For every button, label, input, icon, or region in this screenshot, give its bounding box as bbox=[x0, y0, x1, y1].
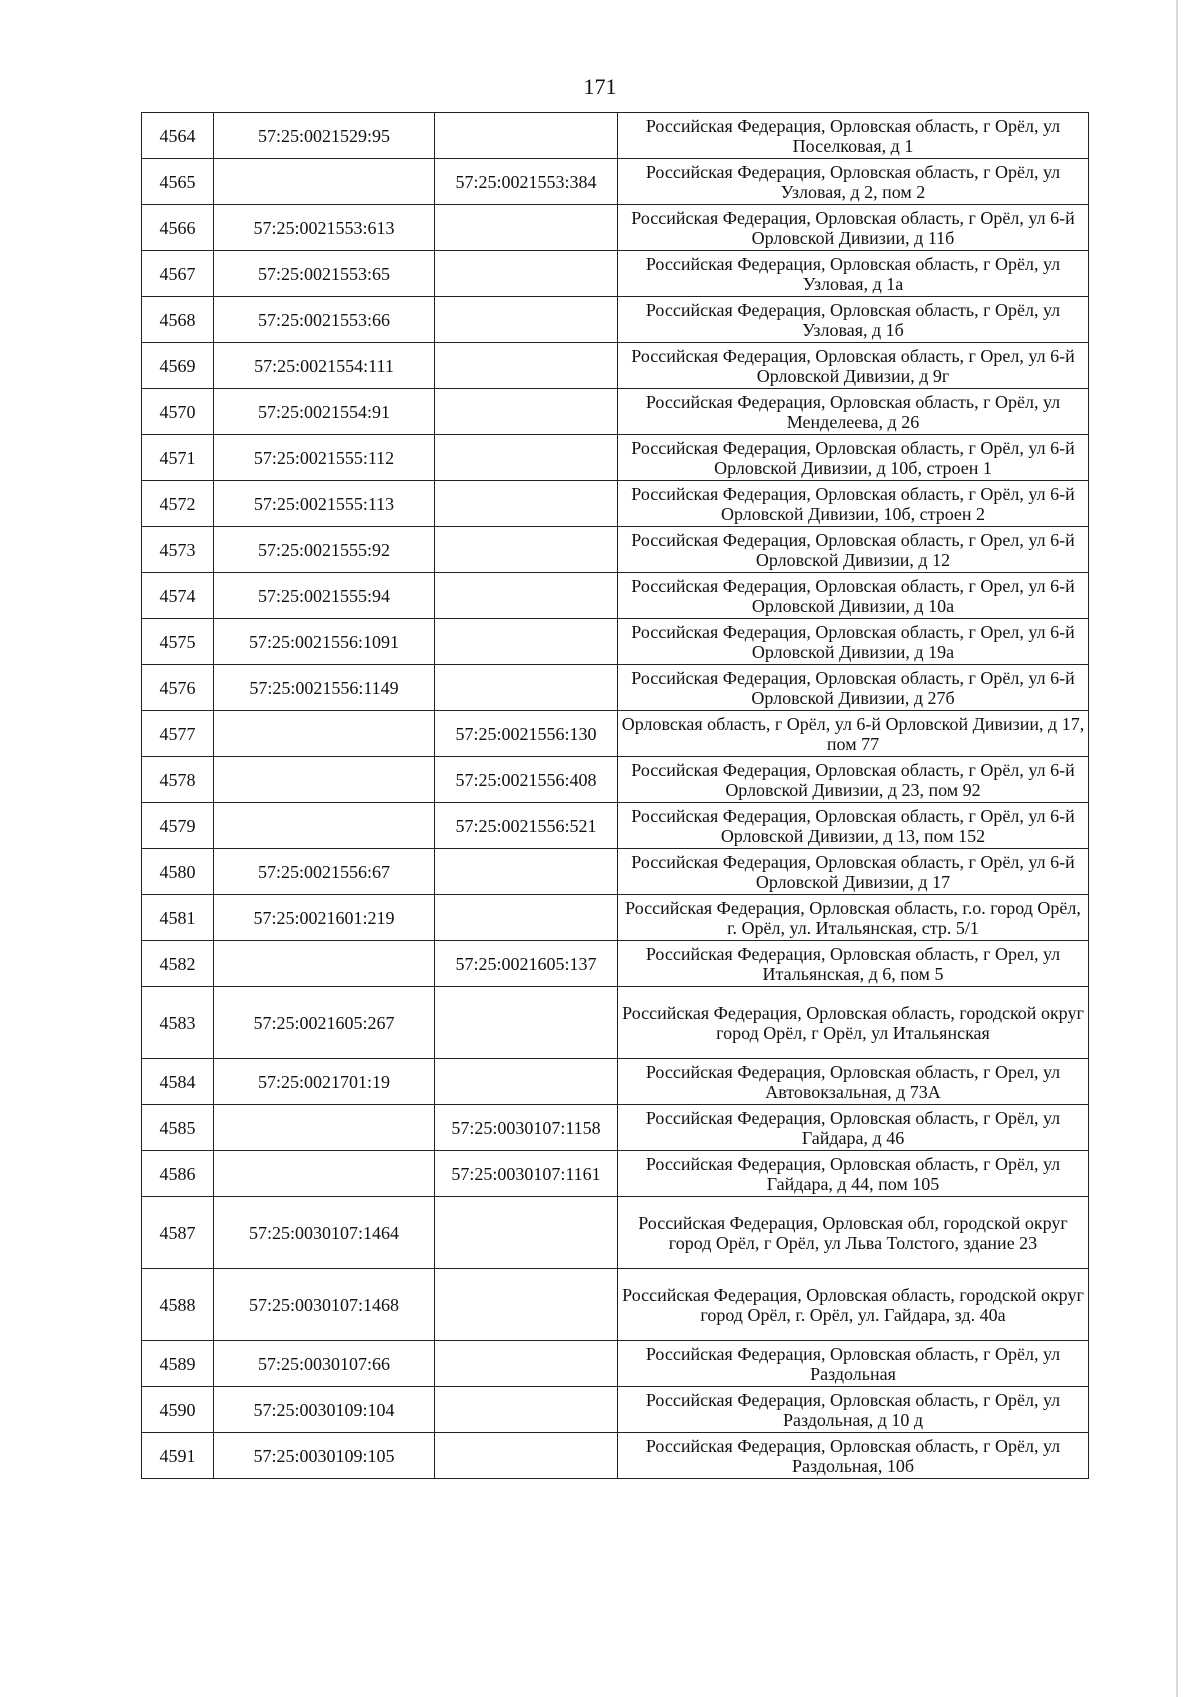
premises-cadastral-number-cell bbox=[435, 1059, 618, 1105]
row-number-cell: 4565 bbox=[142, 159, 214, 205]
table-row bbox=[142, 1151, 1089, 1197]
address-cell: Российская Федерация, Орловская область, г Орел, ул Итальянская, д 6, пом 5 bbox=[618, 941, 1089, 987]
premises-cadastral-number-cell bbox=[435, 113, 618, 159]
cadastral-number-cell: 57:25:0030109:105 bbox=[214, 1433, 435, 1479]
cadastral-number-cell: 57:25:0021554:111 bbox=[214, 343, 435, 389]
table-row bbox=[142, 1433, 1089, 1479]
row-number-cell: 4587 bbox=[142, 1197, 214, 1269]
cadastral-number-cell: 57:25:0021556:1149 bbox=[214, 665, 435, 711]
table-row bbox=[142, 573, 1089, 619]
cadastral-number-cell bbox=[214, 711, 435, 757]
address-cell: Российская Федерация, Орловская область, г Орёл, ул 6-й Орловской Дивизии, д 11б bbox=[618, 205, 1089, 251]
row-number-cell: 4566 bbox=[142, 205, 214, 251]
premises-cadastral-number-cell bbox=[435, 1433, 618, 1479]
row-number-cell: 4578 bbox=[142, 757, 214, 803]
page-number: 171 bbox=[583, 74, 617, 99]
address-cell: Российская Федерация, Орловская область, г Орёл, ул Гайдара, д 44, пом 105 bbox=[618, 1151, 1089, 1197]
address-cell: Российская Федерация, Орловская область, г Орёл, ул Узловая, д 1б bbox=[618, 297, 1089, 343]
premises-cadastral-number-cell bbox=[435, 527, 618, 573]
address-cell: Российская Федерация, Орловская область, городской округ город Орёл, г. Орёл, ул. Гайдара, зд. 40а bbox=[618, 1269, 1089, 1341]
address-cell: Российская Федерация, Орловская область, г Орёл, ул Гайдара, д 46 bbox=[618, 1105, 1089, 1151]
premises-cadastral-number-cell bbox=[435, 849, 618, 895]
cadastral-number-cell: 57:25:0021553:613 bbox=[214, 205, 435, 251]
registry-table-body bbox=[142, 113, 1089, 1479]
scan-edge-line bbox=[1176, 0, 1178, 1697]
address-cell: Российская Федерация, Орловская область, г Орел, ул 6-й Орловской Дивизии, д 9г bbox=[618, 343, 1089, 389]
row-number-cell: 4583 bbox=[142, 987, 214, 1059]
address-cell: Российская Федерация, Орловская область, г Орёл, ул Раздольная, 10б bbox=[618, 1433, 1089, 1479]
row-number-cell: 4564 bbox=[142, 113, 214, 159]
premises-cadastral-number-cell: 57:25:0021605:137 bbox=[435, 941, 618, 987]
premises-cadastral-number-cell bbox=[435, 481, 618, 527]
row-number-cell: 4590 bbox=[142, 1387, 214, 1433]
table-row bbox=[142, 619, 1089, 665]
table-row bbox=[142, 1341, 1089, 1387]
row-number-cell: 4579 bbox=[142, 803, 214, 849]
address-cell: Российская Федерация, Орловская область, г Орёл, ул 6-й Орловской Дивизии, д 10б, строен 1 bbox=[618, 435, 1089, 481]
cadastral-number-cell: 57:25:0021556:1091 bbox=[214, 619, 435, 665]
cadastral-number-cell: 57:25:0021529:95 bbox=[214, 113, 435, 159]
cadastral-number-cell: 57:25:0021555:92 bbox=[214, 527, 435, 573]
row-number-cell: 4574 bbox=[142, 573, 214, 619]
premises-cadastral-number-cell bbox=[435, 343, 618, 389]
table-row bbox=[142, 1269, 1089, 1341]
row-number-cell: 4569 bbox=[142, 343, 214, 389]
table-row bbox=[142, 941, 1089, 987]
table-row bbox=[142, 205, 1089, 251]
table-row bbox=[142, 113, 1089, 159]
row-number-cell: 4573 bbox=[142, 527, 214, 573]
cadastral-number-cell: 57:25:0030107:1468 bbox=[214, 1269, 435, 1341]
table-row bbox=[142, 849, 1089, 895]
premises-cadastral-number-cell bbox=[435, 895, 618, 941]
address-cell: Российская Федерация, Орловская область, г Орел, ул 6-й Орловской Дивизии, д 19а bbox=[618, 619, 1089, 665]
table-row bbox=[142, 481, 1089, 527]
cadastral-number-cell: 57:25:0030107:66 bbox=[214, 1341, 435, 1387]
address-cell: Российская Федерация, Орловская область, г Орёл, ул Узловая, д 2, пом 2 bbox=[618, 159, 1089, 205]
address-cell: Российская Федерация, Орловская область, г Орёл, ул Поселковая, д 1 bbox=[618, 113, 1089, 159]
row-number-cell: 4577 bbox=[142, 711, 214, 757]
cadastral-number-cell bbox=[214, 757, 435, 803]
premises-cadastral-number-cell bbox=[435, 205, 618, 251]
table-row bbox=[142, 1059, 1089, 1105]
cadastral-number-cell: 57:25:0021554:91 bbox=[214, 389, 435, 435]
cadastral-number-cell: 57:25:0021701:19 bbox=[214, 1059, 435, 1105]
premises-cadastral-number-cell bbox=[435, 573, 618, 619]
table-row bbox=[142, 665, 1089, 711]
table-row bbox=[142, 527, 1089, 573]
premises-cadastral-number-cell bbox=[435, 389, 618, 435]
cadastral-number-cell: 57:25:0021555:112 bbox=[214, 435, 435, 481]
address-cell: Российская Федерация, Орловская область, г Орёл, ул 6-й Орловской Дивизии, д 27б bbox=[618, 665, 1089, 711]
cadastral-number-cell bbox=[214, 159, 435, 205]
table-row bbox=[142, 711, 1089, 757]
address-cell: Российская Федерация, Орловская область, г Орёл, ул 6-й Орловской Дивизии, 10б, строен 2 bbox=[618, 481, 1089, 527]
premises-cadastral-number-cell: 57:25:0021556:130 bbox=[435, 711, 618, 757]
premises-cadastral-number-cell bbox=[435, 1197, 618, 1269]
premises-cadastral-number-cell: 57:25:0021556:521 bbox=[435, 803, 618, 849]
cadastral-number-cell: 57:25:0021605:267 bbox=[214, 987, 435, 1059]
row-number-cell: 4588 bbox=[142, 1269, 214, 1341]
cadastral-number-cell: 57:25:0021555:94 bbox=[214, 573, 435, 619]
row-number-cell: 4589 bbox=[142, 1341, 214, 1387]
premises-cadastral-number-cell bbox=[435, 665, 618, 711]
premises-cadastral-number-cell bbox=[435, 1387, 618, 1433]
row-number-cell: 4570 bbox=[142, 389, 214, 435]
row-number-cell: 4575 bbox=[142, 619, 214, 665]
row-number-cell: 4586 bbox=[142, 1151, 214, 1197]
premises-cadastral-number-cell bbox=[435, 987, 618, 1059]
address-cell: Российская Федерация, Орловская область, г Орел, ул Автовокзальная, д 73А bbox=[618, 1059, 1089, 1105]
table-row bbox=[142, 159, 1089, 205]
premises-cadastral-number-cell bbox=[435, 297, 618, 343]
premises-cadastral-number-cell bbox=[435, 619, 618, 665]
table-row bbox=[142, 1197, 1089, 1269]
registry-table bbox=[141, 112, 1089, 1479]
address-cell: Российская Федерация, Орловская область, г Орел, ул 6-й Орловской Дивизии, д 10а bbox=[618, 573, 1089, 619]
premises-cadastral-number-cell bbox=[435, 251, 618, 297]
address-cell: Российская Федерация, Орловская область, г Орёл, ул Раздольная, д 10 д bbox=[618, 1387, 1089, 1433]
cadastral-number-cell bbox=[214, 941, 435, 987]
premises-cadastral-number-cell: 57:25:0021556:408 bbox=[435, 757, 618, 803]
cadastral-number-cell bbox=[214, 1151, 435, 1197]
premises-cadastral-number-cell bbox=[435, 435, 618, 481]
row-number-cell: 4576 bbox=[142, 665, 214, 711]
table-row bbox=[142, 435, 1089, 481]
table-row bbox=[142, 1105, 1089, 1151]
row-number-cell: 4584 bbox=[142, 1059, 214, 1105]
row-number-cell: 4568 bbox=[142, 297, 214, 343]
cadastral-number-cell: 57:25:0030109:104 bbox=[214, 1387, 435, 1433]
premises-cadastral-number-cell bbox=[435, 1341, 618, 1387]
table-row bbox=[142, 1387, 1089, 1433]
row-number-cell: 4585 bbox=[142, 1105, 214, 1151]
address-cell: Российская Федерация, Орловская область, г.о. город Орёл, г. Орёл, ул. Итальянская, стр. 5/1 bbox=[618, 895, 1089, 941]
cadastral-number-cell: 57:25:0021553:65 bbox=[214, 251, 435, 297]
cadastral-number-cell: 57:25:0021601:219 bbox=[214, 895, 435, 941]
address-cell: Орловская область, г Орёл, ул 6-й Орловской Дивизии, д 17, пом 77 bbox=[618, 711, 1089, 757]
row-number-cell: 4572 bbox=[142, 481, 214, 527]
table-row bbox=[142, 389, 1089, 435]
cadastral-number-cell: 57:25:0030107:1464 bbox=[214, 1197, 435, 1269]
cadastral-number-cell: 57:25:0021556:67 bbox=[214, 849, 435, 895]
table-row bbox=[142, 895, 1089, 941]
cadastral-number-cell bbox=[214, 803, 435, 849]
cadastral-number-cell: 57:25:0021555:113 bbox=[214, 481, 435, 527]
premises-cadastral-number-cell bbox=[435, 1269, 618, 1341]
address-cell: Российская Федерация, Орловская область, г Орёл, ул Раздольная bbox=[618, 1341, 1089, 1387]
row-number-cell: 4582 bbox=[142, 941, 214, 987]
table-row bbox=[142, 757, 1089, 803]
table-row bbox=[142, 297, 1089, 343]
address-cell: Российская Федерация, Орловская область, г Орёл, ул 6-й Орловской Дивизии, д 17 bbox=[618, 849, 1089, 895]
table-row bbox=[142, 987, 1089, 1059]
premises-cadastral-number-cell: 57:25:0030107:1161 bbox=[435, 1151, 618, 1197]
address-cell: Российская Федерация, Орловская область, г Орёл, ул 6-й Орловской Дивизии, д 13, пом 152 bbox=[618, 803, 1089, 849]
table-row bbox=[142, 803, 1089, 849]
premises-cadastral-number-cell: 57:25:0030107:1158 bbox=[435, 1105, 618, 1151]
row-number-cell: 4591 bbox=[142, 1433, 214, 1479]
row-number-cell: 4571 bbox=[142, 435, 214, 481]
address-cell: Российская Федерация, Орловская область, г Орел, ул 6-й Орловской Дивизии, д 12 bbox=[618, 527, 1089, 573]
cadastral-number-cell: 57:25:0021553:66 bbox=[214, 297, 435, 343]
premises-cadastral-number-cell: 57:25:0021553:384 bbox=[435, 159, 618, 205]
row-number-cell: 4581 bbox=[142, 895, 214, 941]
table-row bbox=[142, 251, 1089, 297]
address-cell: Российская Федерация, Орловская область, г Орёл, ул Менделеева, д 26 bbox=[618, 389, 1089, 435]
cadastral-number-cell bbox=[214, 1105, 435, 1151]
row-number-cell: 4567 bbox=[142, 251, 214, 297]
row-number-cell: 4580 bbox=[142, 849, 214, 895]
address-cell: Российская Федерация, Орловская область, городской округ город Орёл, г Орёл, ул Итальянская bbox=[618, 987, 1089, 1059]
address-cell: Российская Федерация, Орловская область, г Орёл, ул 6-й Орловской Дивизии, д 23, пом 92 bbox=[618, 757, 1089, 803]
table-row bbox=[142, 343, 1089, 389]
address-cell: Российская Федерация, Орловская область, г Орёл, ул Узловая, д 1а bbox=[618, 251, 1089, 297]
address-cell: Российская Федерация, Орловская обл, городской округ город Орёл, г Орёл, ул Льва Толстого, здание 23 bbox=[618, 1197, 1089, 1269]
